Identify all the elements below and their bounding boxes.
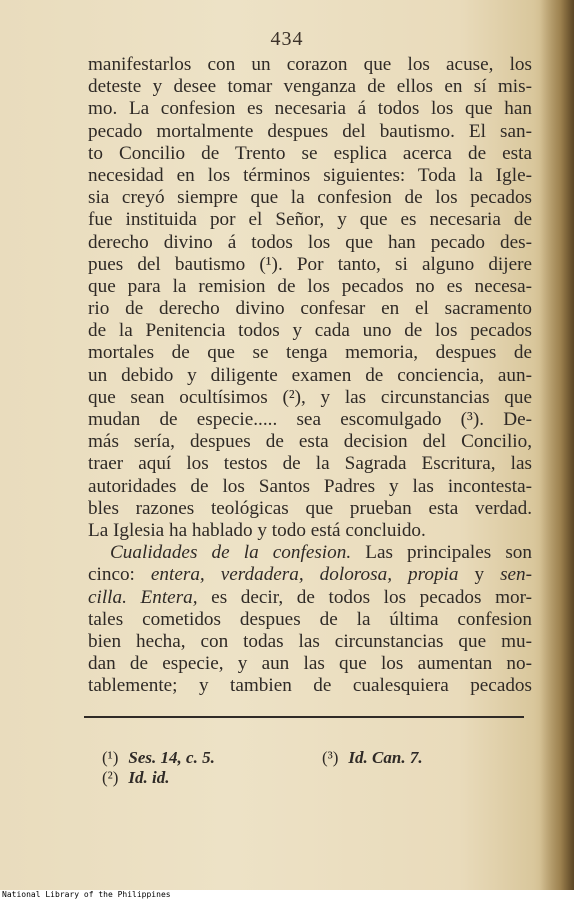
footnote-2 bbox=[102, 768, 170, 788]
text-line: pecado mortalmente despues del bautismo. El san- bbox=[88, 120, 532, 142]
footnote-3 bbox=[322, 748, 423, 768]
footnote-reference: Id. Can. 7. bbox=[348, 748, 423, 767]
footnote-mark: (³) bbox=[322, 748, 339, 767]
text-line: más sería, despues de esta decision del Concilio, bbox=[88, 431, 532, 453]
text-line: deteste y desee tomar venganza de ellos en sí mis- bbox=[88, 76, 532, 98]
page-number: 434 bbox=[270, 28, 304, 50]
body-text bbox=[88, 54, 532, 697]
text-line: rio de derecho divino confesar en el sacramento bbox=[88, 298, 532, 320]
text-line: un debido y diligente examen de conciencia, aun- bbox=[88, 364, 532, 386]
text-line: que para la remision de los pecados no es necesa- bbox=[88, 275, 532, 297]
footnote-reference: Ses. 14, c. 5. bbox=[128, 748, 215, 767]
text-line: mortales de que se tenga memoria, despues de bbox=[88, 342, 532, 364]
text-line: necesidad en los términos siguientes: Toda la Igle- bbox=[88, 164, 532, 186]
page-edge-shadow bbox=[540, 0, 574, 890]
text-line: autoridades de los Santos Padres y las incontesta- bbox=[88, 475, 532, 497]
text-line: tablemente; y tambien de cualesquiera pecados bbox=[88, 675, 532, 697]
footnote-mark: (¹) bbox=[102, 748, 119, 767]
footnote-divider bbox=[84, 716, 524, 718]
text-line: manifestarlos con un corazon que los acuse, los bbox=[88, 54, 532, 75]
footnote-1 bbox=[102, 748, 215, 768]
text-line: de la Penitencia todos y cada uno de los pecados bbox=[88, 320, 532, 342]
text-line: traer aquí los testos de la Sagrada Escritura, las bbox=[88, 453, 532, 475]
text-line: mudan de especie..... sea escomulgado (³). De- bbox=[88, 409, 532, 430]
text-line: que sean ocultísimos (²), y las circunstancias que bbox=[88, 386, 532, 408]
text-line: mo. La confesion es necesaria á todos los que han bbox=[88, 98, 532, 120]
text-line: bles razones teológicas que prueban esta verdad. bbox=[88, 497, 532, 519]
text-line: cinco: entera, verdadera, dolorosa, propia y sen- bbox=[88, 564, 533, 586]
text-line: sia creyó siempre que la confesion de los pecados bbox=[88, 187, 532, 209]
text-line: bien hecha, con todas las circunstancias que mu- bbox=[88, 630, 532, 652]
footnote-reference: Id. id. bbox=[128, 768, 170, 787]
text-line: derecho divino á todos los que han pecado des- bbox=[88, 231, 532, 253]
footnote-mark: (²) bbox=[102, 768, 119, 787]
text-line: La Iglesia ha hablado y todo está concluido. bbox=[88, 519, 426, 541]
text-line: cilla. Entera, es decir, de todos los pecados mor- bbox=[88, 586, 533, 608]
text-line: Cualidades de la confesion. Las principales son bbox=[110, 542, 532, 564]
text-line: fue instituida por el Señor, y que es necesaria de bbox=[88, 209, 532, 231]
text-line: dan de especie, y aun las que los aumentan no- bbox=[88, 653, 532, 675]
text-line: pues del bautismo (¹). Por tanto, si alguno dijere bbox=[88, 253, 532, 275]
text-line: to Concilio de Trento se esplica acerca de esta bbox=[88, 142, 532, 164]
text-line: tales cometidos despues de la última confesion bbox=[88, 608, 532, 630]
library-credit: National Library of the Philippines bbox=[2, 890, 171, 899]
